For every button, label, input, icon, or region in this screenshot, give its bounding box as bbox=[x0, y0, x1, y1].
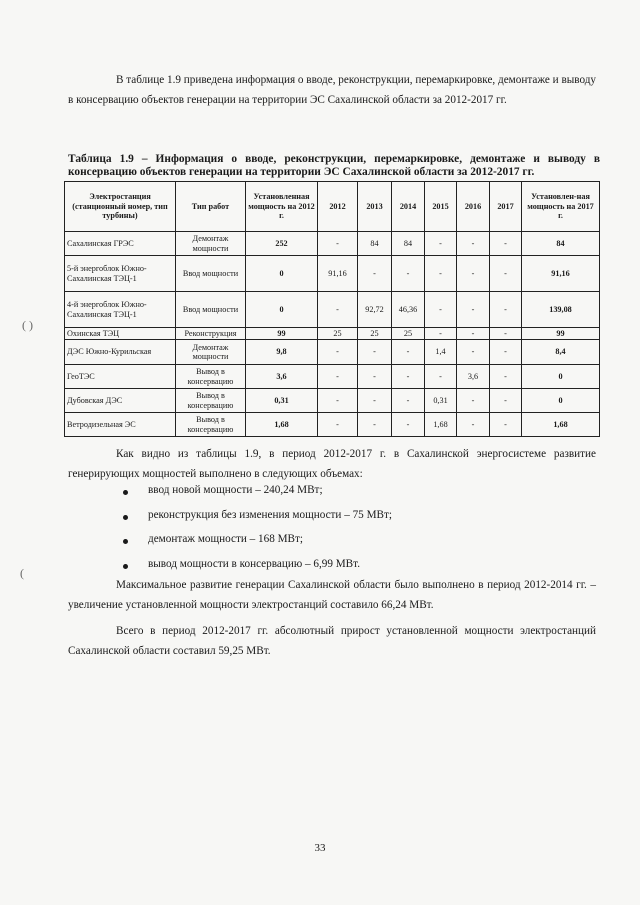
cell-2012: - bbox=[318, 232, 358, 256]
cell-2012: 25 bbox=[318, 328, 358, 340]
cell-2015: - bbox=[425, 365, 457, 389]
cell-2017: - bbox=[490, 328, 522, 340]
list-item bbox=[68, 509, 598, 534]
generation-table bbox=[64, 181, 600, 437]
cell-2014: - bbox=[392, 256, 425, 292]
bullet-icon bbox=[123, 539, 128, 544]
table-row bbox=[65, 292, 600, 328]
cell-2015: - bbox=[425, 256, 457, 292]
cell-2017: - bbox=[490, 413, 522, 437]
header-year-2016: 2016 bbox=[457, 182, 490, 232]
cell-2015: 1,68 bbox=[425, 413, 457, 437]
cell-2016: 3,6 bbox=[457, 365, 490, 389]
cell-capacity-2017: 91,16 bbox=[522, 256, 600, 292]
cell-2012: - bbox=[318, 340, 358, 365]
cell-2012: - bbox=[318, 413, 358, 437]
cell-station: ДЭС Южно-Курильская bbox=[65, 340, 176, 365]
cell-2013: 92,72 bbox=[358, 292, 392, 328]
cell-2013: - bbox=[358, 365, 392, 389]
cell-capacity-2012: 99 bbox=[246, 328, 318, 340]
header-year-2013: 2013 bbox=[358, 182, 392, 232]
bullet-text: вывод мощности в консервацию – 6,99 МВт. bbox=[148, 557, 360, 570]
header-year-2017: 2017 bbox=[490, 182, 522, 232]
cell-capacity-2012: 9,8 bbox=[246, 340, 318, 365]
header-year-2014: 2014 bbox=[392, 182, 425, 232]
cell-2017: - bbox=[490, 232, 522, 256]
cell-capacity-2012: 1,68 bbox=[246, 413, 318, 437]
table-row bbox=[65, 389, 600, 413]
cell-station: ГеоТЭС bbox=[65, 365, 176, 389]
cell-work-type: Демонтаж мощности bbox=[176, 232, 246, 256]
cell-2016: - bbox=[457, 413, 490, 437]
total-growth-paragraph: Всего в период 2012-2017 гг. абсолютный прирост установленной мощности электростанций Сахалинской области составил 59,25 МВт. bbox=[68, 625, 596, 657]
cell-2015: - bbox=[425, 232, 457, 256]
cell-station: 5-й энергоблок Южно-Сахалинская ТЭЦ-1 bbox=[65, 256, 176, 292]
table-caption: Таблица 1.9 – Информация о вводе, реконструкции, перемаркировке, демонтаже и выводу в консервацию объектов генерации на территории ЭС Сахалинской области за 2012-2017 гг. bbox=[68, 153, 600, 178]
cell-capacity-2012: 0 bbox=[246, 256, 318, 292]
cell-2015: - bbox=[425, 292, 457, 328]
cell-2014: 46,36 bbox=[392, 292, 425, 328]
cell-2014: 25 bbox=[392, 328, 425, 340]
cell-station: Ветродизельная ЭС bbox=[65, 413, 176, 437]
cell-2013: - bbox=[358, 389, 392, 413]
max-development-paragraph: Максимальное развитие генерации Сахалинской области было выполнено в период 2012-2014 гг. – увеличение установленной мощности электростанций составило 66,24 МВт. bbox=[68, 579, 596, 611]
cell-2014: - bbox=[392, 365, 425, 389]
bullet-list bbox=[68, 484, 598, 582]
cell-work-type: Вывод в консервацию bbox=[176, 413, 246, 437]
cell-2015: 1,4 bbox=[425, 340, 457, 365]
cell-2012: 91,16 bbox=[318, 256, 358, 292]
list-item bbox=[68, 484, 598, 509]
bullet-text: демонтаж мощности – 168 МВт; bbox=[148, 533, 303, 545]
cell-2012: - bbox=[318, 292, 358, 328]
cell-work-type: Вывод в консервацию bbox=[176, 389, 246, 413]
cell-capacity-2012: 3,6 bbox=[246, 365, 318, 389]
cell-2013: 84 bbox=[358, 232, 392, 256]
bullet-icon bbox=[123, 515, 128, 520]
cell-2013: 25 bbox=[358, 328, 392, 340]
cell-capacity-2012: 0 bbox=[246, 292, 318, 328]
cell-capacity-2012: 0,31 bbox=[246, 389, 318, 413]
cell-2017: - bbox=[490, 340, 522, 365]
bullet-text: реконструкция без изменения мощности – 75 МВт; bbox=[148, 508, 392, 521]
header-year-2012: 2012 bbox=[318, 182, 358, 232]
table-row bbox=[65, 413, 600, 437]
table-row bbox=[65, 328, 600, 340]
header-year-2015: 2015 bbox=[425, 182, 457, 232]
header-station: Электростанция (станционный номер, тип турбины) bbox=[65, 182, 176, 232]
header-capacity-2017: Установлен-ная мощность на 2017 г. bbox=[522, 182, 600, 232]
margin-bracket-mark: ( bbox=[20, 566, 24, 580]
cell-2016: - bbox=[457, 389, 490, 413]
list-item bbox=[68, 533, 598, 558]
cell-capacity-2017: 1,68 bbox=[522, 413, 600, 437]
cell-2015: 0,31 bbox=[425, 389, 457, 413]
cell-station: Охинская ТЭЦ bbox=[65, 328, 176, 340]
table-header-row bbox=[65, 182, 600, 232]
cell-work-type: Вывод в консервацию bbox=[176, 365, 246, 389]
cell-2012: - bbox=[318, 389, 358, 413]
cell-2014: 84 bbox=[392, 232, 425, 256]
intro-paragraph: В таблице 1.9 приведена информация о вводе, реконструкции, перемаркировке, демонтаже и выводу в консервацию объектов генерации на территории ЭС Сахалинской области за 2012-2017 гг. bbox=[68, 74, 597, 106]
bullet-text: ввод новой мощности – 240,24 МВт; bbox=[148, 484, 323, 496]
cell-2016: - bbox=[457, 232, 490, 256]
table-row bbox=[65, 256, 600, 292]
cell-capacity-2017: 139,08 bbox=[522, 292, 600, 328]
cell-2013: - bbox=[358, 340, 392, 365]
cell-2016: - bbox=[457, 256, 490, 292]
cell-capacity-2017: 84 bbox=[522, 232, 600, 256]
cell-2015: - bbox=[425, 328, 457, 340]
margin-bracket-mark: ( ) bbox=[22, 318, 33, 332]
cell-2013: - bbox=[358, 413, 392, 437]
cell-work-type: Ввод мощности bbox=[176, 292, 246, 328]
cell-work-type: Демонтаж мощности bbox=[176, 340, 246, 365]
table-row bbox=[65, 232, 600, 256]
cell-work-type: Ввод мощности bbox=[176, 256, 246, 292]
cell-2013: - bbox=[358, 256, 392, 292]
cell-capacity-2017: 8,4 bbox=[522, 340, 600, 365]
cell-2016: - bbox=[457, 328, 490, 340]
cell-2014: - bbox=[392, 389, 425, 413]
cell-capacity-2012: 252 bbox=[246, 232, 318, 256]
cell-2017: - bbox=[490, 256, 522, 292]
bullet-icon bbox=[123, 564, 128, 569]
cell-2012: - bbox=[318, 365, 358, 389]
table-row bbox=[65, 365, 600, 389]
bullet-icon bbox=[123, 490, 128, 495]
header-work-type: Тип работ bbox=[176, 182, 246, 232]
cell-station: 4-й энергоблок Южно-Сахалинская ТЭЦ-1 bbox=[65, 292, 176, 328]
cell-station: Сахалинская ГРЭС bbox=[65, 232, 176, 256]
cell-2016: - bbox=[457, 340, 490, 365]
cell-2017: - bbox=[490, 292, 522, 328]
cell-2014: - bbox=[392, 340, 425, 365]
table-row bbox=[65, 340, 600, 365]
cell-capacity-2017: 99 bbox=[522, 328, 600, 340]
cell-capacity-2017: 0 bbox=[522, 389, 600, 413]
cell-2014: - bbox=[392, 413, 425, 437]
cell-2017: - bbox=[490, 365, 522, 389]
cell-station: Дубовская ДЭС bbox=[65, 389, 176, 413]
summary-intro-paragraph: Как видно из таблицы 1.9, в период 2012-2017 г. в Сахалинской энергосистеме развитие генерирующих мощностей выполнено в следующих объемах: bbox=[68, 448, 596, 480]
page-number: 33 bbox=[314, 842, 326, 854]
header-capacity-2012: Установленная мощность на 2012 г. bbox=[246, 182, 318, 232]
cell-capacity-2017: 0 bbox=[522, 365, 600, 389]
cell-2016: - bbox=[457, 292, 490, 328]
cell-2017: - bbox=[490, 389, 522, 413]
cell-work-type: Реконструкция bbox=[176, 328, 246, 340]
